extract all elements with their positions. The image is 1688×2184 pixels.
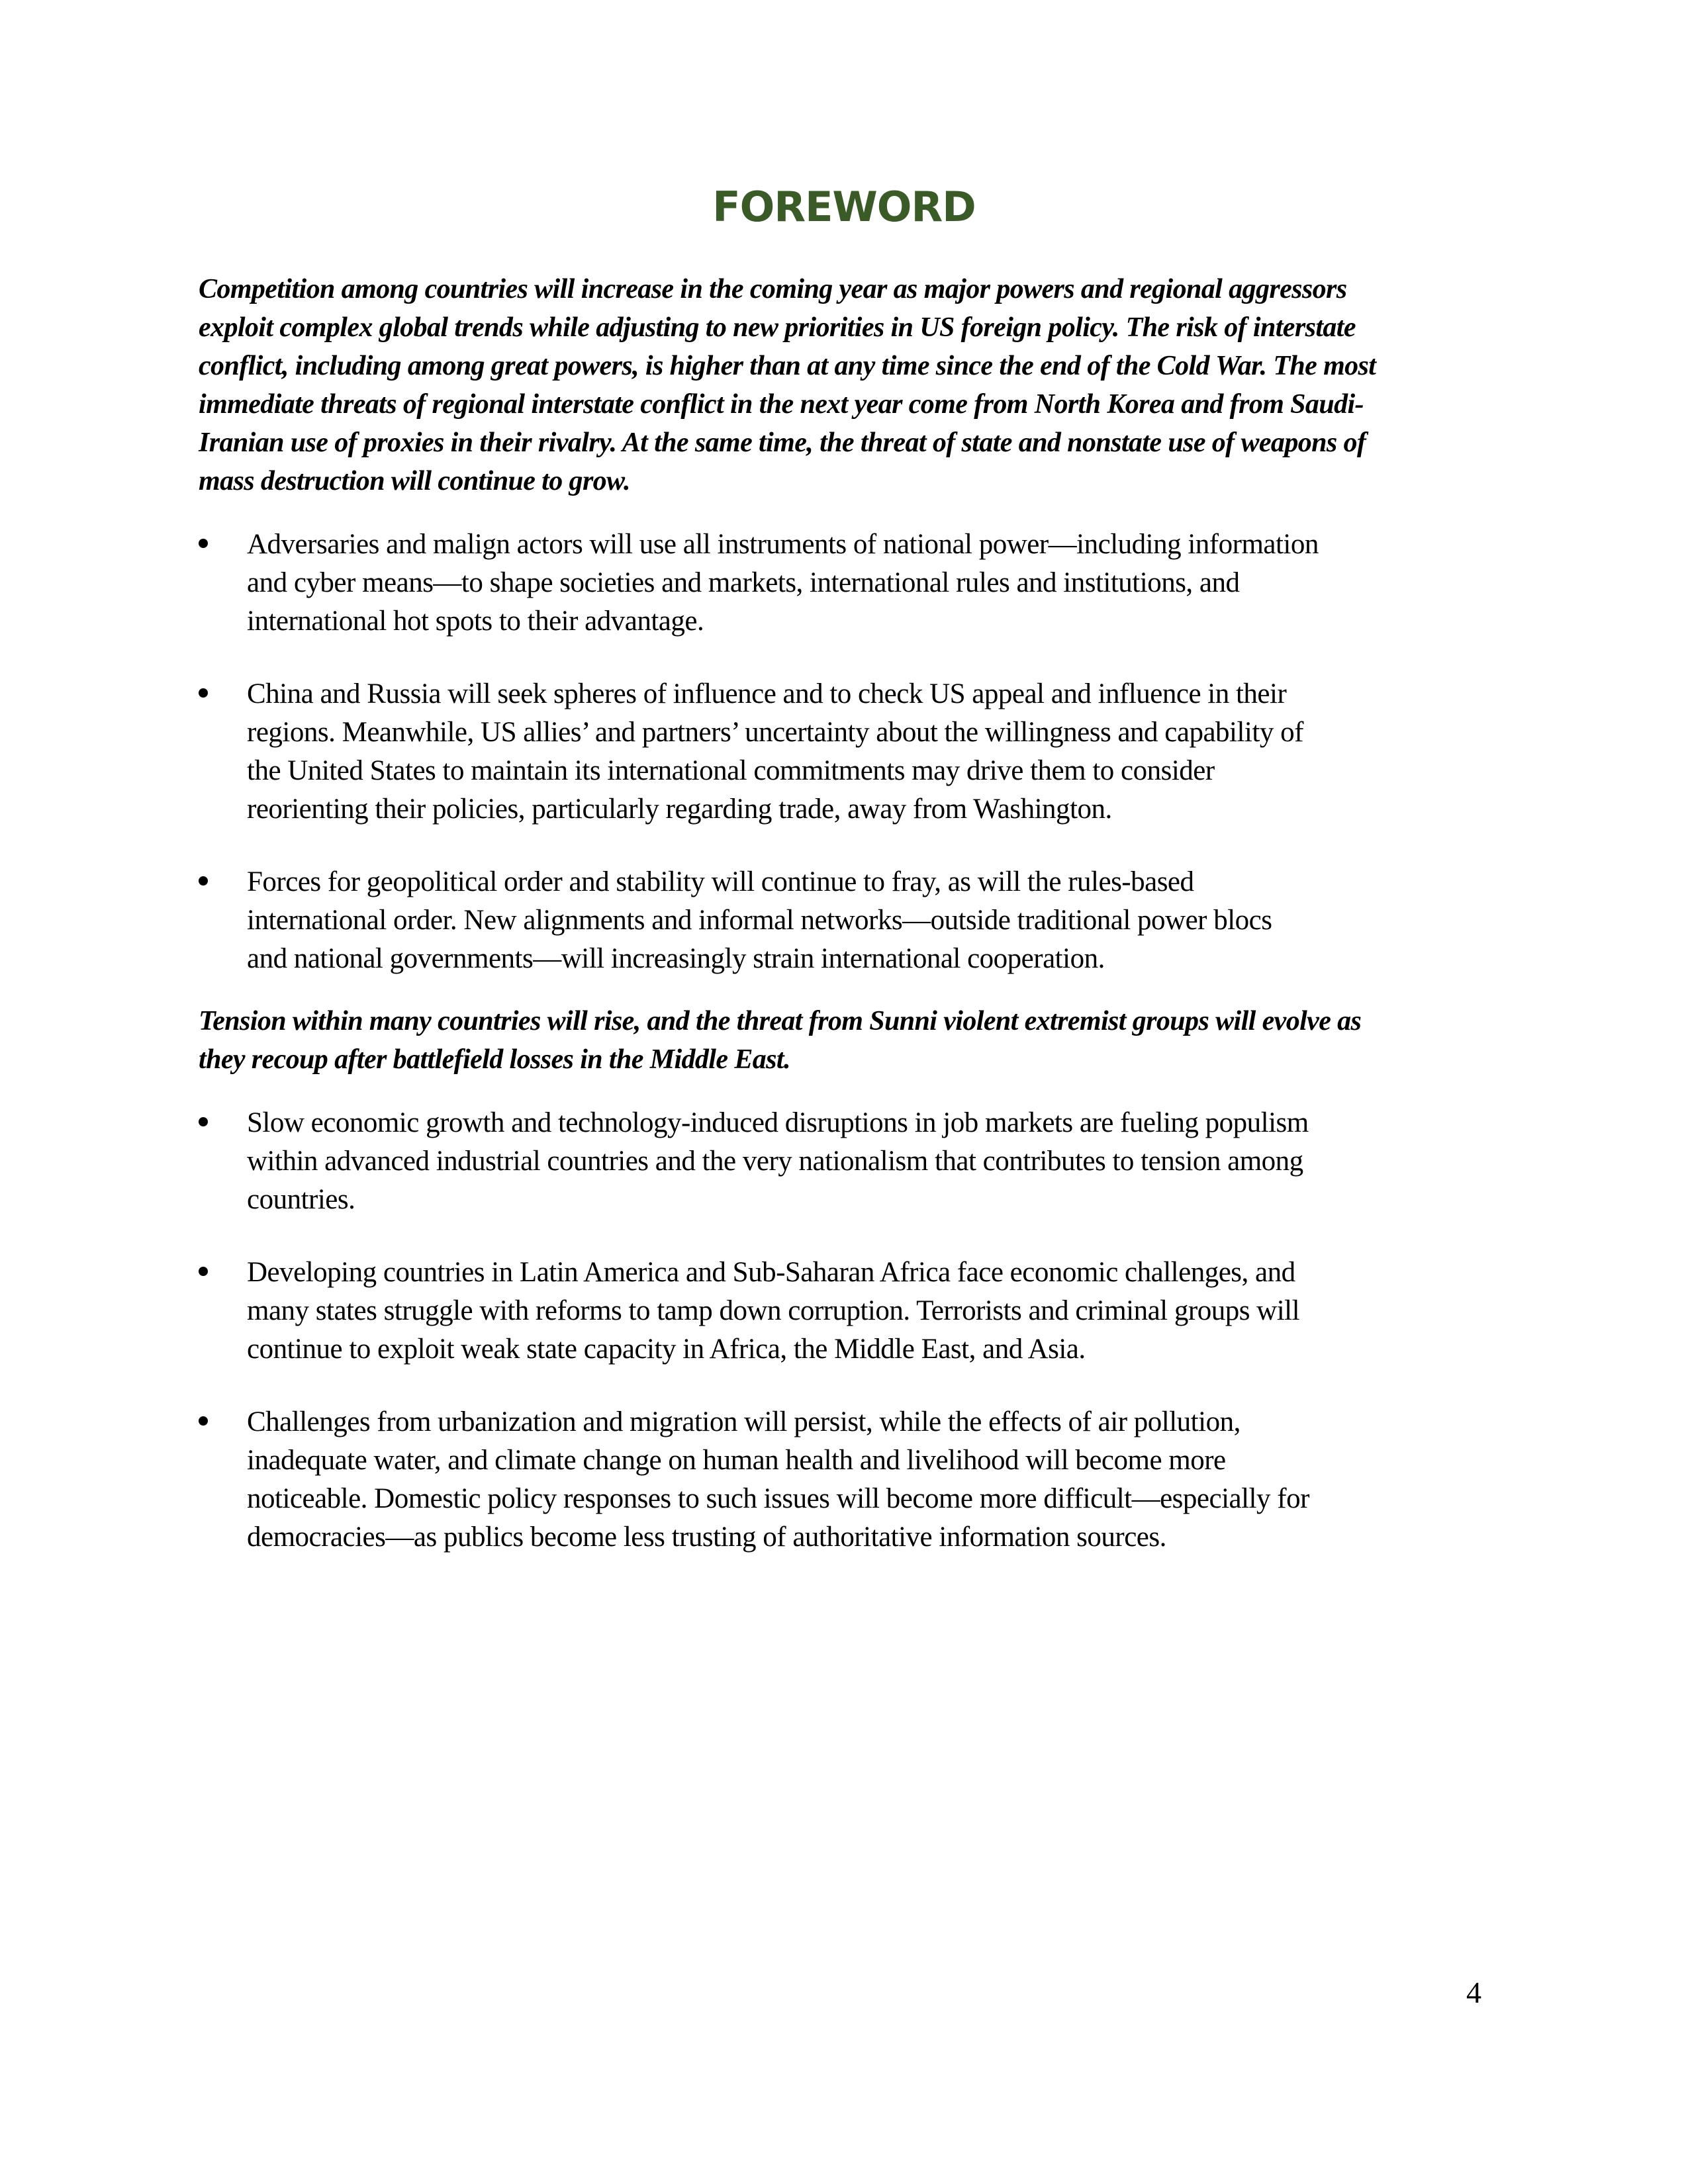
text-line: Adversaries and malign actors will use all instruments of national power—including information — [247, 529, 1319, 560]
page-title: FOREWORD — [712, 183, 976, 231]
text-line: conflict, including among great powers, is higher than at any time since the end of the Cold War. The most — [199, 351, 1376, 381]
text-line: countries. — [247, 1184, 355, 1215]
text-line: and national governments—will increasingly strain international cooperation. — [247, 943, 1105, 974]
text-line: international order. New alignments and informal networks—outside traditional power blocs — [247, 905, 1272, 936]
lead-paragraph-tension — [199, 1002, 1496, 1079]
lead-paragraph-competition — [199, 270, 1496, 500]
text-line: mass destruction will continue to grow. — [199, 466, 630, 496]
text-line: and cyber means—to shape societies and markets, international rules and institutions, and — [247, 567, 1240, 598]
bullet-icon — [199, 1416, 208, 1426]
text-line: Slow economic growth and technology-induced disruptions in job markets are fueling populism — [247, 1107, 1309, 1138]
text-line: inadequate water, and climate change on human health and livelihood will become more — [247, 1445, 1226, 1476]
text-line: many states struggle with reforms to tamp down corruption. Terrorists and criminal groups will — [247, 1295, 1300, 1326]
page-number: 4 — [1466, 1976, 1481, 2009]
text-line: China and Russia will seek spheres of influence and to check US appeal and influence in their — [247, 678, 1287, 709]
text-line: Competition among countries will increase in the coming year as major powers and regional aggressors — [199, 274, 1347, 304]
text-line: Tension within many countries will rise, and the threat from Sunni violent extremist groups will evolve as — [199, 1006, 1362, 1036]
text-line: Iranian use of proxies in their rivalry. At the same time, the threat of state and nonstate use of weapons of — [199, 428, 1366, 458]
bullet-icon — [199, 876, 208, 886]
text-line: regions. Meanwhile, US allies’ and partners’ uncertainty about the willingness and capability of — [247, 717, 1303, 748]
bullet-icon — [199, 539, 208, 548]
text-line: they recoup after battlefield losses in the Middle East. — [199, 1044, 790, 1075]
text-line: exploit complex global trends while adjusting to new priorities in US foreign policy. The risk of interstate — [199, 312, 1356, 343]
text-line: the United States to maintain its international commitments may drive them to consider — [247, 755, 1215, 786]
bullet-icon — [199, 688, 208, 698]
text-line: reorienting their policies, particularly regarding trade, away from Washington. — [247, 794, 1112, 825]
text-line: within advanced industrial countries and the very nationalism that contributes to tension among — [247, 1146, 1303, 1177]
text-line: immediate threats of regional interstate conflict in the next year come from North Korea and from Saudi- — [199, 389, 1364, 420]
text-line: Challenges from urbanization and migration will persist, while the effects of air pollution, — [247, 1406, 1241, 1437]
bullet-icon — [199, 1117, 208, 1126]
text-line: Developing countries in Latin America and Sub-Saharan Africa face economic challenges, and — [247, 1257, 1295, 1288]
text-line: continue to exploit weak state capacity in Africa, the Middle East, and Asia. — [247, 1334, 1086, 1365]
bullet-icon — [199, 1267, 208, 1276]
text-line: democracies—as publics become less trusting of authoritative information sources. — [247, 1522, 1166, 1553]
text-line: noticeable. Domestic policy responses to such issues will become more difficult—especially for — [247, 1483, 1309, 1514]
text-line: Forces for geopolitical order and stability will continue to fray, as will the rules-based — [247, 866, 1194, 897]
text-line: international hot spots to their advantage. — [247, 606, 704, 637]
